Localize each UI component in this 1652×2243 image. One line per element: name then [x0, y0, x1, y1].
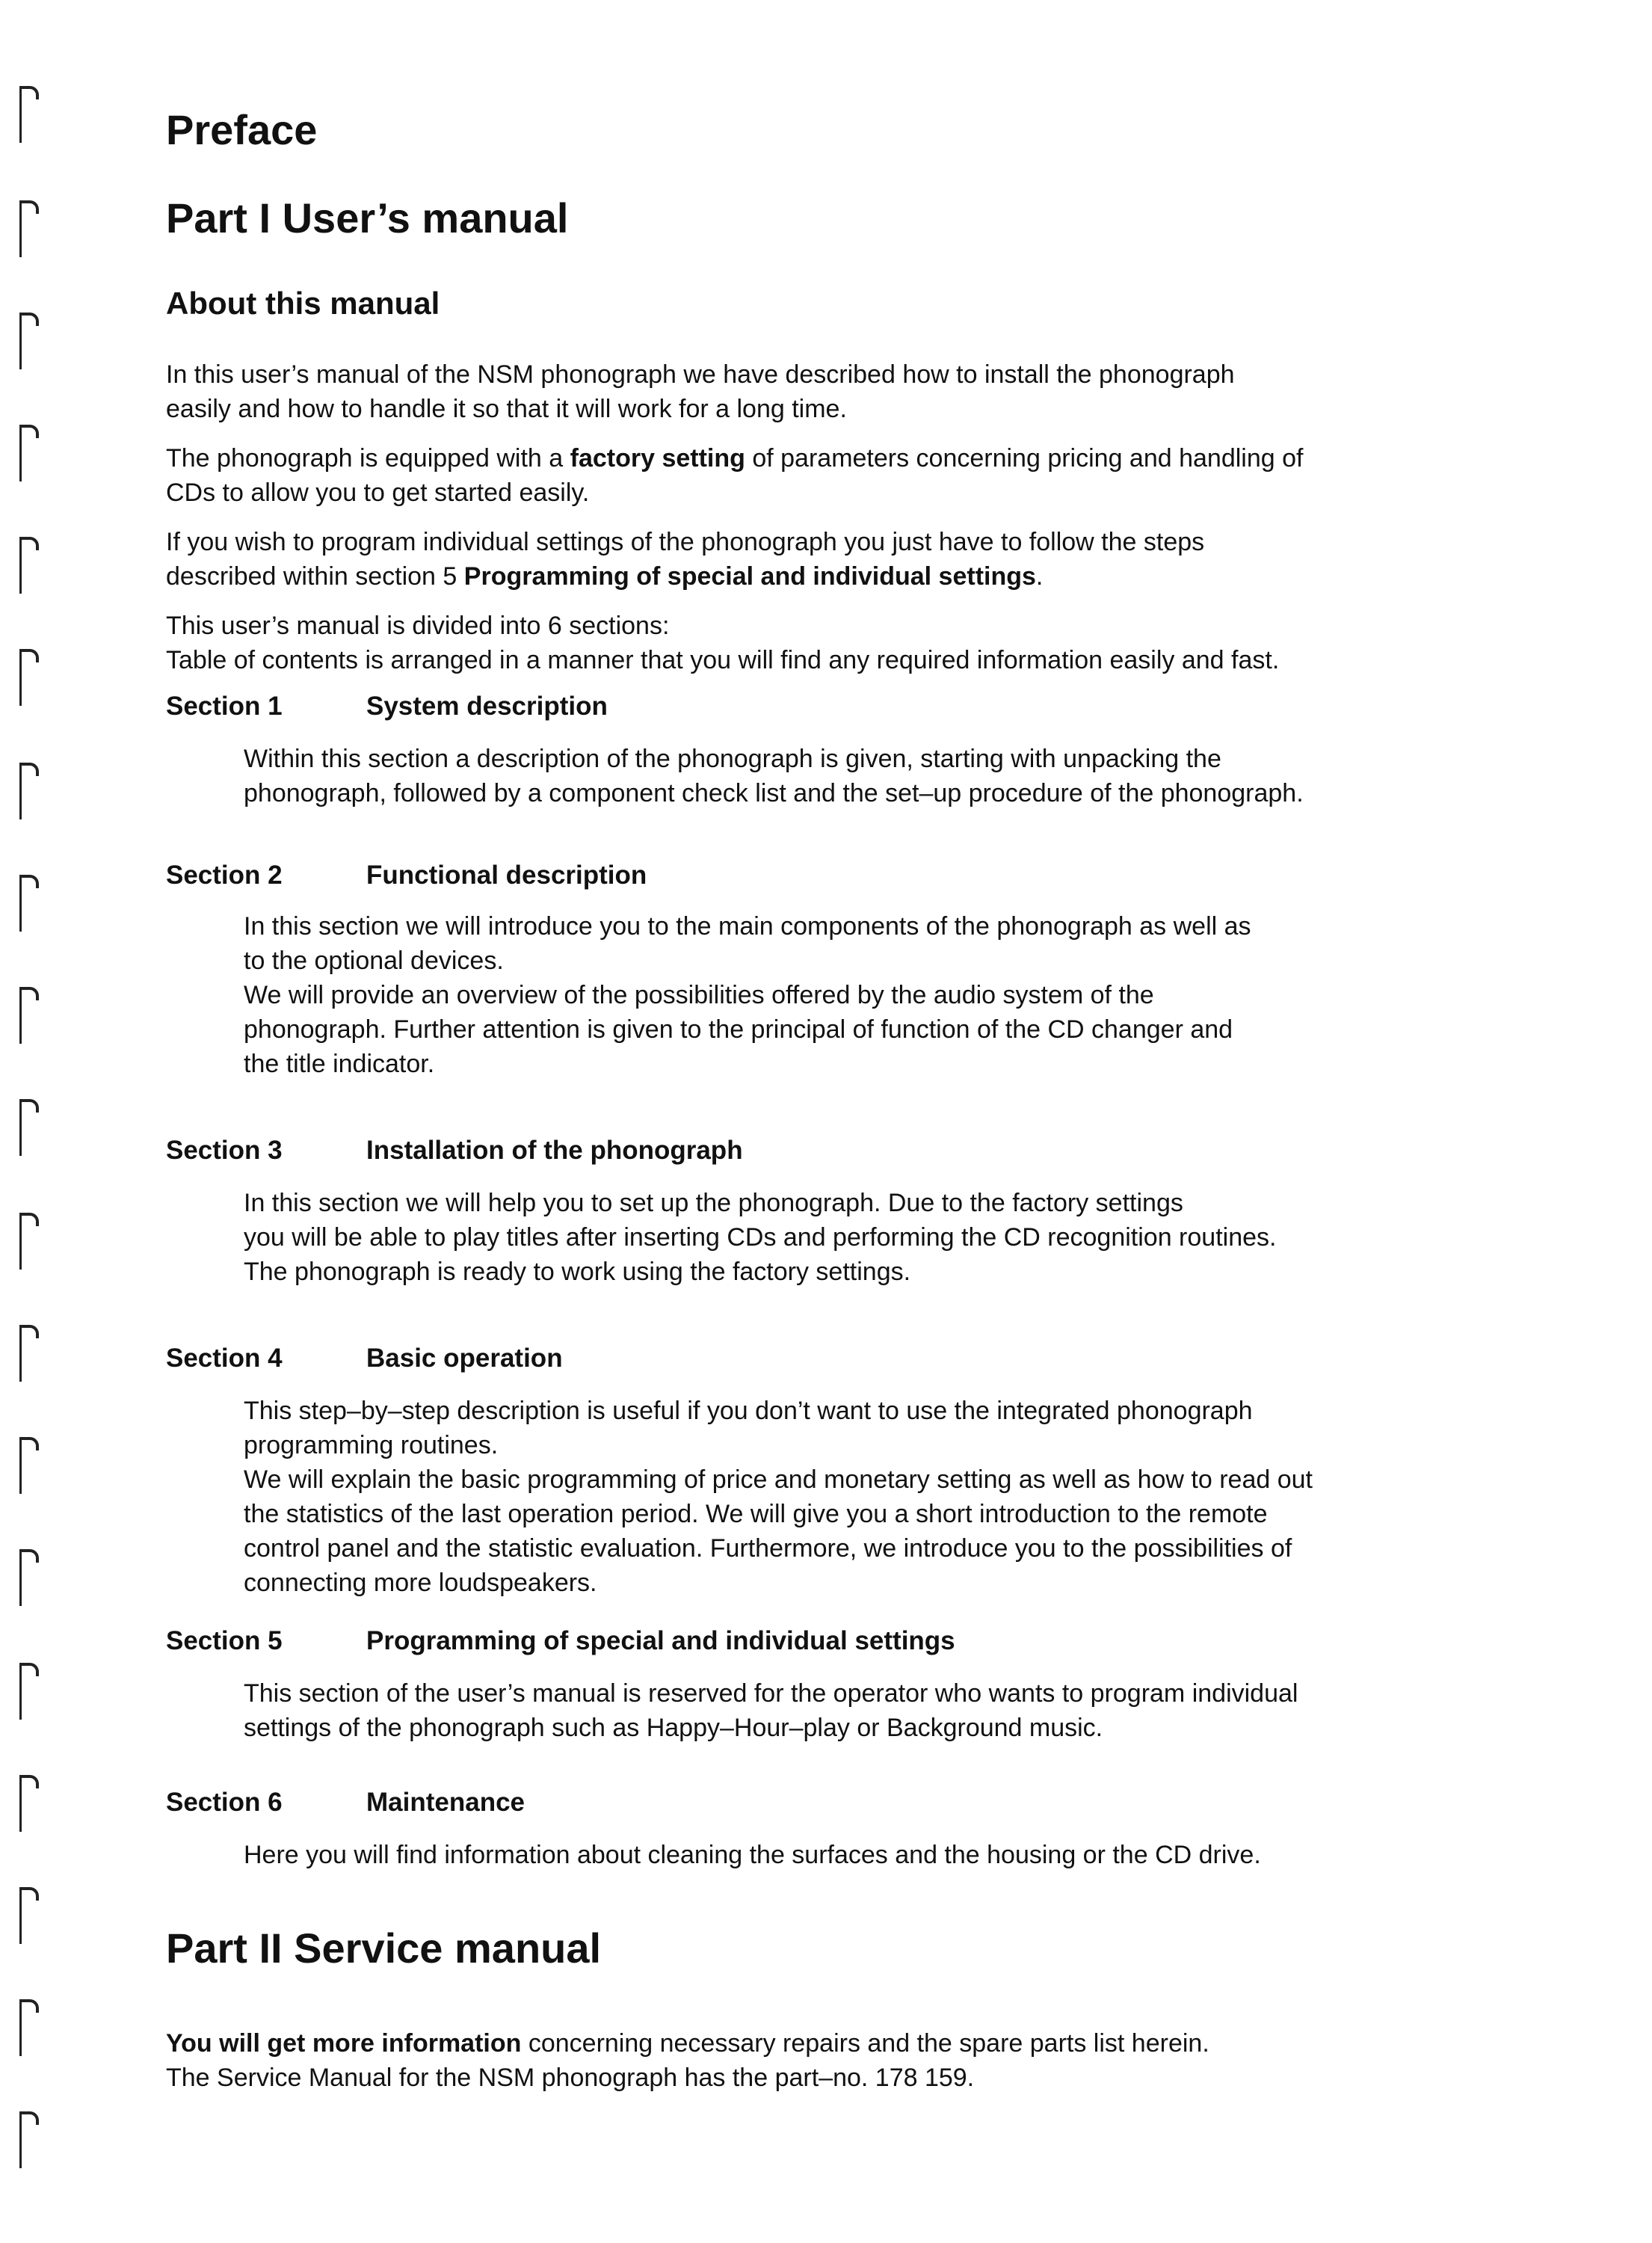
text-run: concerning necessary repairs and the spare parts list herein. — [521, 2029, 1209, 2058]
binder-hole-mark — [16, 1430, 43, 1497]
text-line: Here you will find information about cleaning the surfaces and the housing or the CD drive. — [244, 1841, 1261, 1869]
text-run: The phonograph is equipped with a — [166, 444, 570, 473]
section-heading — [166, 1341, 563, 1376]
preface-title: Preface — [166, 106, 318, 153]
section-number: Section 6 — [166, 1788, 283, 1817]
intro-paragraph-3 — [166, 525, 1482, 594]
text-line: The phonograph is ready to work using the factory settings. — [244, 1258, 911, 1286]
text-line: settings of the phonograph such as Happy–Hour–play or Background music. — [244, 1714, 1103, 1742]
binder-hole-mark — [16, 979, 43, 1047]
text-line: In this section we will help you to set up the phonograph. Due to the factory settings — [244, 1189, 1183, 1217]
text-line — [166, 559, 1482, 594]
section-number: Section 3 — [166, 1136, 283, 1165]
text-line — [166, 441, 1482, 476]
binder-hole-mark — [16, 1092, 43, 1159]
text-line: programming routines. — [244, 1431, 499, 1459]
text-line: This user’s manual is divided into 6 sections: — [166, 612, 670, 640]
section-body — [244, 1676, 1485, 1745]
section-number: Section 5 — [166, 1626, 283, 1655]
text-line: In this section we will introduce you to the main components of the phonograph as well as — [244, 912, 1251, 941]
binder-hole-mark — [16, 1205, 43, 1273]
section-title: Functional description — [366, 861, 647, 890]
intro-paragraph-1 — [166, 357, 1482, 426]
text-line: the statistics of the last operation period. We will give you a short introduction to the remote — [244, 1500, 1268, 1528]
section-body — [244, 1394, 1485, 1600]
text-line — [166, 2026, 1482, 2061]
section-number: Section 2 — [166, 861, 283, 890]
section-body — [244, 742, 1485, 810]
text-line: the title indicator. — [244, 1050, 435, 1078]
text-line: you will be able to play titles after inserting CDs and performing the CD recognition routines. — [244, 1223, 1277, 1252]
binder-hole-mark — [16, 529, 43, 597]
binder-hole-mark — [16, 193, 43, 260]
service-paragraph — [166, 2026, 1482, 2095]
part1-title: Part I User’s manual — [166, 194, 569, 241]
binder-hole-mark — [16, 1542, 43, 1609]
section-title: System description — [366, 692, 608, 721]
text-line: Within this section a description of the phonograph is given, starting with unpacking the — [244, 745, 1221, 773]
section-number: Section 1 — [166, 692, 283, 721]
section-body — [244, 1186, 1485, 1289]
section-body — [244, 1838, 1485, 1872]
service-info-emphasis: You will get more information — [166, 2029, 522, 2058]
text-line: The Service Manual for the NSM phonograph has the part–no. 178 159. — [166, 2064, 975, 2092]
text-line: If you wish to program individual settings of the phonograph you just have to follow the steps — [166, 528, 1205, 556]
text-line: phonograph. Further attention is given to the principal of function of the CD changer and — [244, 1015, 1233, 1044]
about-title: About this manual — [166, 286, 440, 321]
section5-reference-emphasis: Programming of special and individual settings — [463, 562, 1036, 591]
binder-hole-mark — [16, 755, 43, 822]
section-heading — [166, 1785, 525, 1820]
text-line: This step–by–step description is useful if you don’t want to use the integrated phonograph — [244, 1397, 1253, 1425]
text-run: described within section 5 — [166, 562, 464, 591]
text-line: connecting more loudspeakers. — [244, 1569, 597, 1597]
section-heading — [166, 858, 647, 893]
text-line: We will explain the basic programming of price and monetary setting as well as how to read out — [244, 1465, 1313, 1494]
binder-hole-mark — [16, 1880, 43, 1947]
section-title: Installation of the phonograph — [366, 1136, 743, 1165]
binder-holes — [16, 0, 46, 2243]
text-line: phonograph, followed by a component check list and the set–up procedure of the phonograph. — [244, 779, 1304, 807]
binder-hole-mark — [16, 2104, 43, 2171]
section-number: Section 4 — [166, 1344, 283, 1373]
factory-setting-emphasis: factory setting — [570, 444, 745, 473]
binder-hole-mark — [16, 79, 43, 146]
text-run: of parameters concerning pricing and handling of — [745, 444, 1304, 473]
binder-hole-mark — [16, 1655, 43, 1723]
binder-hole-mark — [16, 641, 43, 709]
section-title: Maintenance — [366, 1788, 525, 1817]
section-heading — [166, 1624, 955, 1658]
text-line: Table of contents is arranged in a manner that you will find any required information easily and fast. — [166, 646, 1280, 674]
text-line: to the optional devices. — [244, 947, 504, 975]
text-line: control panel and the statistic evaluation. Furthermore, we introduce you to the possibilities of — [244, 1534, 1292, 1563]
binder-hole-mark — [16, 1767, 43, 1835]
text-run: . — [1035, 562, 1044, 591]
binder-hole-mark — [16, 1317, 43, 1385]
text-line: In this user’s manual of the NSM phonograph we have described how to install the phonograph — [166, 360, 1235, 389]
section-title: Basic operation — [366, 1344, 563, 1373]
binder-hole-mark — [16, 417, 43, 484]
section-heading — [166, 689, 608, 724]
section-title: Programming of special and individual settings — [366, 1626, 955, 1655]
text-line: We will provide an overview of the possibilities offered by the audio system of the — [244, 981, 1154, 1009]
binder-hole-mark — [16, 305, 43, 372]
text-line: This section of the user’s manual is reserved for the operator who wants to program individual — [244, 1679, 1298, 1708]
section-body — [244, 909, 1485, 1081]
binder-hole-mark — [16, 1992, 43, 2059]
text-line: CDs to allow you to get started easily. — [166, 479, 590, 507]
section-heading — [166, 1133, 743, 1168]
intro-paragraph-4 — [166, 609, 1482, 677]
part2-title: Part II Service manual — [166, 1924, 602, 1972]
intro-paragraph-2 — [166, 441, 1482, 510]
text-line: easily and how to handle it so that it will work for a long time. — [166, 395, 847, 423]
binder-hole-mark — [16, 867, 43, 935]
